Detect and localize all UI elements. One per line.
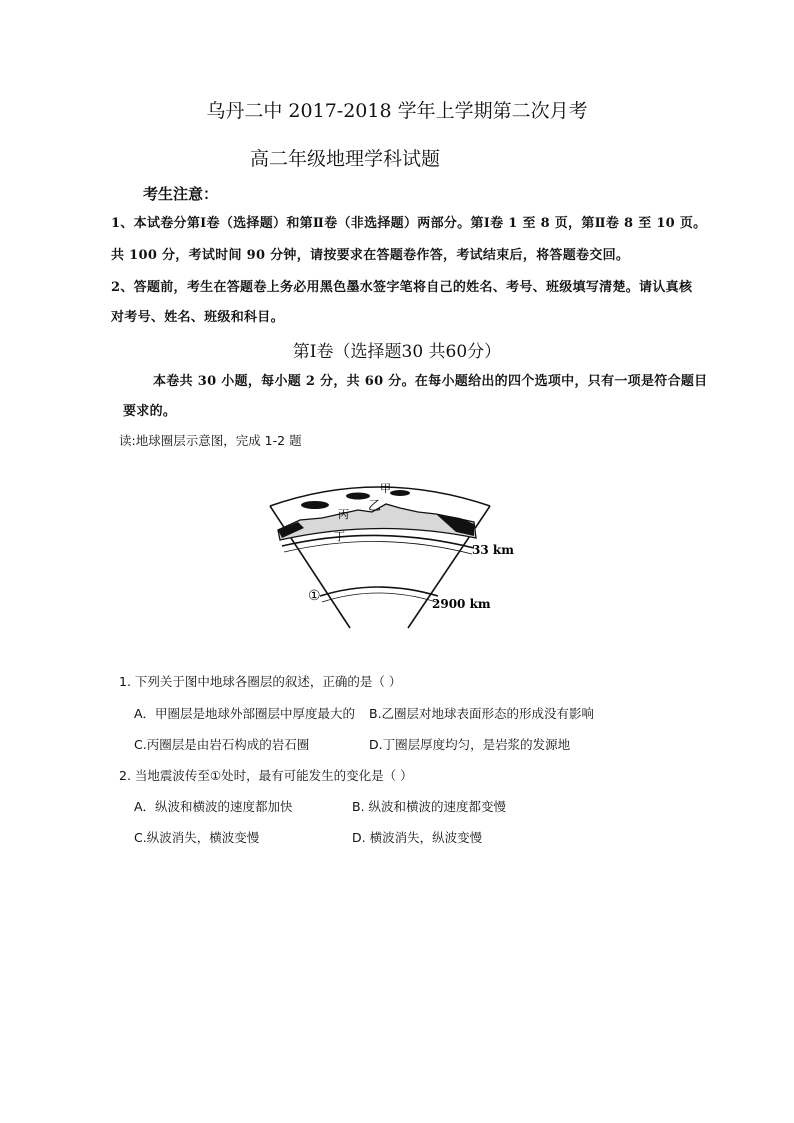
option-b: B. 纵波和横波的速度都变慢 — [352, 799, 507, 814]
option-c: C.丙圈层是由岩石构成的岩石圈 — [134, 737, 310, 752]
question-stem: 2. 当地震波传至①处时，最有可能发生的变化是（ ） — [119, 768, 413, 783]
figure-prompt: 读:地球圈层示意图，完成 1-2 题 — [119, 433, 302, 448]
label-bing: 丙 — [338, 508, 349, 521]
section-desc-2: 要求的。 — [123, 404, 177, 419]
option-d: D.丁圈层厚度均匀，是岩浆的发源地 — [369, 737, 571, 752]
notice-line-1: 1、本试卷分第Ⅰ卷（选择题）和第Ⅱ卷（非选择题）两部分。第Ⅰ卷 1 至 8 页，第Ⅱ卷 8 至 10 页。 — [111, 216, 707, 231]
core-mantle-boundary — [320, 587, 438, 596]
cloud-shape — [301, 501, 329, 509]
label-circle-1: ① — [308, 588, 321, 604]
notice-line-4: 对考号、姓名、班级和科目。 — [111, 310, 284, 325]
question-stem: 1. 下列关于图中地球各圈层的叙述，正确的是（ ） — [119, 674, 402, 689]
outer-core-line — [322, 593, 436, 602]
section-title: 第Ⅰ卷（选择题30 共60分） — [292, 342, 502, 362]
label-depth-2900: 2900 km — [432, 597, 491, 611]
upper-mantle-line — [284, 541, 472, 554]
earth-layers-diagram — [260, 478, 514, 638]
option-d: D. 横波消失，纵波变慢 — [352, 830, 483, 845]
label-depth-33: 33 km — [472, 543, 514, 557]
notice-line-3: 2、答题前，考生在答题卷上务必用黑色墨水签字笔将自己的姓名、考号、班级填写清楚。请认真核 — [111, 280, 693, 295]
exam-title: 乌丹二中 2017-2018 学年上学期第二次月考 — [206, 100, 588, 122]
option-b: B.乙圈层对地球表面形态的形成没有影响 — [369, 706, 595, 721]
exam-subtitle: 高二年级地理学科试题 — [250, 148, 441, 170]
label-yi: 乙 — [368, 499, 382, 514]
cloud-shape — [390, 490, 410, 496]
label-ding: 丁 — [334, 530, 345, 543]
notice-line-2: 共 100 分，考试时间 90 分钟，请按要求在答题卷作答，考试结束后，将答题卷交回。 — [111, 248, 630, 263]
notice-heading: 考生注意： — [143, 185, 219, 203]
option-c: C.纵波消失，横波变慢 — [134, 830, 260, 845]
cloud-shape — [346, 493, 370, 500]
option-a: A．纵波和横波的速度都加快 — [134, 799, 293, 814]
section-desc-1: 本卷共 30 小题，每小题 2 分，共 60 分。在每小题给出的四个选项中，只有一项是符合题目 — [153, 374, 708, 389]
option-a: A．甲圈层是地球外部圈层中厚度最大的 — [134, 706, 356, 721]
label-jia: 甲 — [380, 482, 391, 495]
